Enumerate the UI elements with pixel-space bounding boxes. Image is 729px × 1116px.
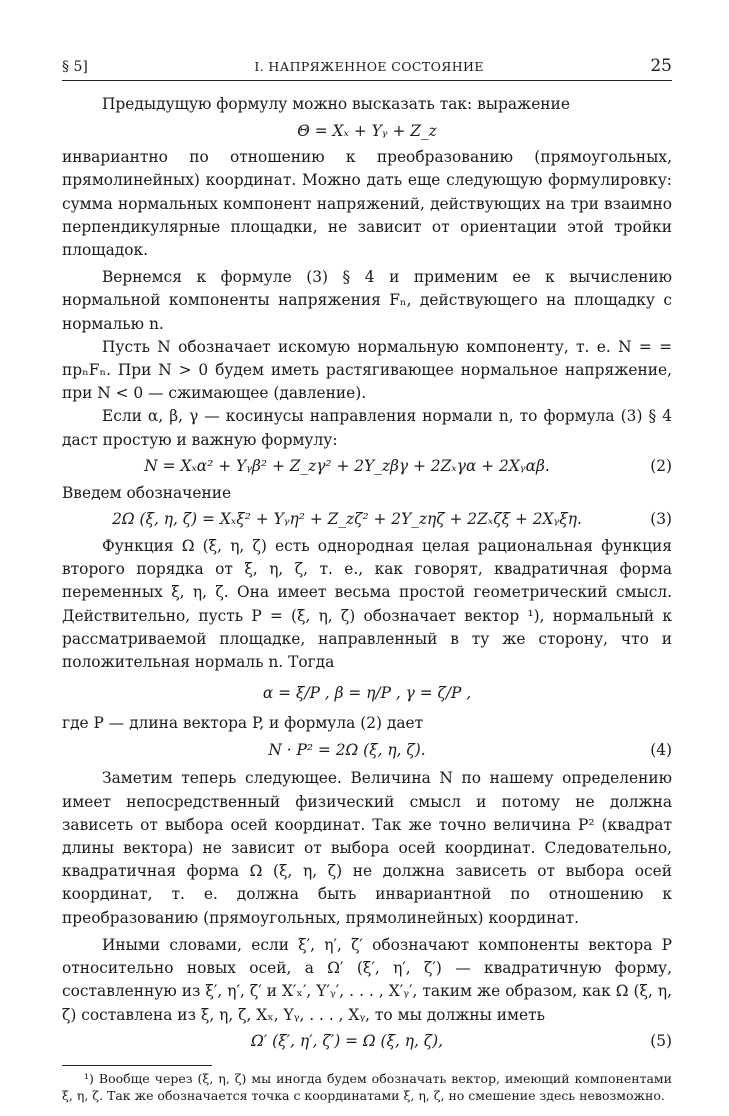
paragraph-3: Вернемся к формуле (3) § 4 и применим ее к вычислению нормальной компоненты напряжения Fₙ, действующего на площадку с нормалью n.	[62, 268, 672, 333]
paragraph-6: Введем обозначение	[62, 483, 232, 502]
equation-5	[62, 1029, 672, 1055]
footnote-rule	[62, 1065, 212, 1066]
section-mark: § 5]	[62, 59, 88, 75]
chapter-title: I. НАПРЯЖЕННОЕ СОСТОЯНИЕ	[254, 59, 484, 74]
equation-5-formula: Ω′ (ξ′, η′, ζ′) = Ω (ξ, η, ζ),	[250, 1032, 444, 1051]
equation-3-formula: 2Ω (ξ, η, ζ) = Xₓξ² + Yᵧη² + Z_zζ² + 2Y_zηζ + 2Zₓζξ + 2Xᵧξη.	[112, 510, 582, 529]
paragraph-7: Функция Ω (ξ, η, ζ) есть однородная целая рациональная функция второго порядка от ξ, η, ζ, т. е., как говорят, квадратичная форма переменных ξ, η, ζ. Она имеет весьма простой геометрический смысл. Действительно, пусть P = (ξ, η, ζ) обозначает вектор ¹), нормальный к рассматриваемой площадке, направленный в ту же сторону, что и положительная нормаль n. Тогда	[62, 537, 672, 672]
equation-5-number: (5)	[650, 1032, 672, 1051]
equation-2-formula: N = Xₓα² + Yᵧβ² + Z_zγ² + 2Y_zβγ + 2Zₓγα + 2Xᵧαβ.	[144, 457, 550, 476]
equation-2-number: (2)	[650, 457, 672, 476]
paragraph-5: Если α, β, γ — косинусы направления нормали n, то формула (3) § 4 даст простую и важную формулу:	[62, 407, 672, 449]
running-header	[62, 56, 672, 81]
equation-2	[62, 454, 672, 480]
equation-4-formula: N · P² = 2Ω (ξ, η, ζ).	[268, 740, 426, 759]
book-page	[62, 56, 672, 1116]
paragraph-8: где P — длина вектора P, и формула (2) дает	[62, 714, 424, 733]
paragraph-10: Иными словами, если ξ′, η′, ζ′ обозначают компоненты вектора P относительно новых осей, а Ω′ (ξ′, η′, ζ′) — квадратичную форму, составленную из ξ′, η′, ζ′ и X′ₓ′, Y′ᵧ′, . . . , X′ᵧ′, таким же образом, как Ω (ξ, η, ζ) составлена из ξ, η, ζ, Xₓ, Yᵧ, . . . , Xᵧ, то мы должны иметь	[62, 935, 672, 1024]
equation-3-number: (3)	[650, 510, 672, 529]
equation-cosines	[62, 676, 672, 710]
paragraph-1: Предыдущую формулу можно высказать так: выражение	[102, 95, 570, 113]
equation-theta-formula: Θ = Xₓ + Yᵧ + Z_z	[297, 121, 437, 140]
equation-4	[62, 737, 672, 763]
equation-3	[62, 507, 672, 533]
page-number: 25	[650, 56, 672, 76]
equation-theta	[62, 118, 672, 144]
paragraph-4: Пусть N обозначает искомую нормальную компоненту, т. е. N = = прₙFₙ. При N > 0 будем иметь растягивающее нормальное напряжение, при N < 0 — сжимающее (давление).	[62, 337, 672, 403]
equation-4-number: (4)	[650, 740, 672, 759]
paragraph-9: Заметим теперь следующее. Величина N по нашему определению имеет непосредственный физический смысл и потому не должна зависеть от выбора осей координат. Так же точно величина P² (квадрат длины вектора) не зависит от выбора осей координат. Следовательно, квадратичная форма Ω (ξ, η, ζ) не должна зависеть от выбора осей координат, т. е. должна быть инвариантной по отношению к преобразованию (прямоугольных, прямолинейных) координат.	[62, 769, 672, 927]
footnote: ¹) Вообще через (ξ, η, ζ) мы иногда будем обозначать вектор, имеющий компонентами ξ, η, ζ. Так же обозначается точка с координатами ξ, η, ζ, но смешение здесь невозможно.	[62, 1070, 672, 1103]
paragraph-2: инвариантно по отношению к преобразованию (прямоугольных, прямолинейных) координат. Можно дать еще следующую формулировку: сумма нормальных компонент напряжений, действующих на три взаимно перпендикулярные площадки, не зависит от ориентации этой тройки площадок.	[62, 148, 672, 260]
equation-cosines-formula: α = ξ/P , β = η/P , γ = ζ/P ,	[262, 683, 472, 702]
page-body	[62, 93, 672, 1055]
